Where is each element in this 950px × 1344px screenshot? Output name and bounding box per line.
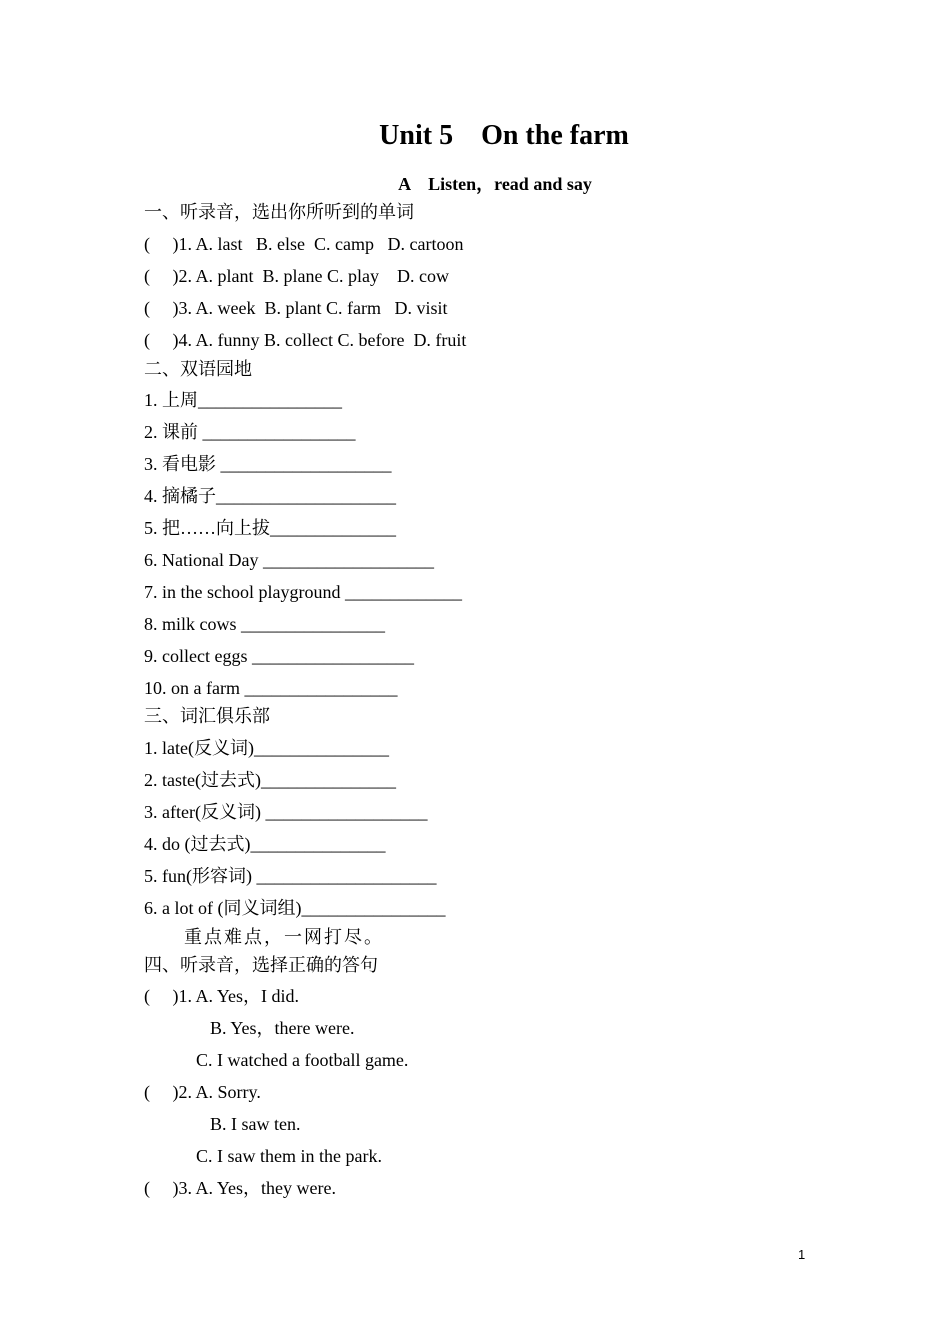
question-1-option-b: B. Yes，there were. <box>210 1018 355 1038</box>
section-subtitle: A Listen，read and say <box>398 174 592 194</box>
section3-item: 5. fun(形容词) ____________________ <box>144 866 437 886</box>
section2-item: 7. in the school playground _____________ <box>144 582 462 602</box>
section1-item: ( )2. A. plant B. plane C. play D. cow <box>144 266 449 286</box>
section3-item: 3. after(反义词) __________________ <box>144 802 428 822</box>
section3-item: 2. taste(过去式)_______________ <box>144 770 396 790</box>
section3-item: 4. do (过去式)_______________ <box>144 834 386 854</box>
section2-item: 4. 摘橘子____________________ <box>144 486 396 506</box>
section2-item: 3. 看电影 ___________________ <box>144 454 392 474</box>
section1-heading: 一、听录音，选出你所听到的单词 <box>144 202 414 223</box>
section4-heading: 四、听录音，选择正确的答句 <box>144 955 378 976</box>
section1-item: ( )1. A. last B. else C. camp D. cartoon <box>144 234 464 254</box>
section2-item: 1. 上周________________ <box>144 390 342 410</box>
question-2: ( )2. A. Sorry. <box>144 1082 261 1102</box>
section1-item: ( )3. A. week B. plant C. farm D. visit <box>144 298 448 318</box>
section2-item: 9. collect eggs __________________ <box>144 646 414 666</box>
question-1: ( )1. A. Yes，I did. <box>144 986 300 1006</box>
section3-note: 重点难点，一网打尽。 <box>184 927 384 948</box>
question-1-option-c: C. I watched a football game. <box>196 1050 409 1070</box>
page-number: 1 <box>798 1247 806 1262</box>
section2-item: 2. 课前 _________________ <box>144 422 356 442</box>
section3-heading: 三、词汇俱乐部 <box>144 706 270 727</box>
question-3: ( )3. A. Yes，they were. <box>144 1178 336 1198</box>
section2-item: 10. on a farm _________________ <box>144 678 398 698</box>
page-title: Unit 5 On the farm <box>379 120 629 151</box>
section2-heading: 二、双语园地 <box>144 359 252 380</box>
section1-item: ( )4. A. funny B. collect C. before D. fruit <box>144 330 467 350</box>
section3-item: 1. late(反义词)_______________ <box>144 738 389 758</box>
section2-item: 8. milk cows ________________ <box>144 614 385 634</box>
section2-item: 6. National Day ___________________ <box>144 550 434 570</box>
section3-item: 6. a lot of (同义词组)________________ <box>144 898 446 918</box>
question-2-option-b: B. I saw ten. <box>210 1114 301 1134</box>
section2-item: 5. 把……向上拔______________ <box>144 518 396 538</box>
question-2-option-c: C. I saw them in the park. <box>196 1146 382 1166</box>
